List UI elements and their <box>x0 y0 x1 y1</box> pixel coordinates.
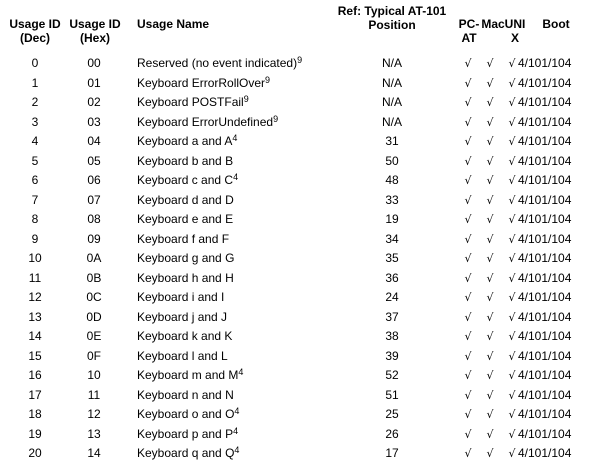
pc-at-check-icon: √ <box>464 271 472 285</box>
mac-check-icon: √ <box>486 174 494 187</box>
usage-id-dec: 9 <box>31 231 39 246</box>
usage-name-text: Keyboard ErrorUndefined <box>137 114 274 129</box>
pc-at-check-icon: √ <box>464 115 472 129</box>
boot-value: 4/101/104 <box>518 251 572 265</box>
pc-at-check-icon: √ <box>464 447 472 460</box>
boot-value: 4/101/104 <box>518 348 572 363</box>
usage-id-hex: 10 <box>87 368 101 382</box>
at101-position: N/A <box>381 56 402 70</box>
usage-id-hex: 0B <box>86 270 102 285</box>
usage-id-dec: 0 <box>31 56 39 70</box>
usage-id-dec: 16 <box>28 368 42 382</box>
at101-position: 33 <box>385 192 399 207</box>
table-body <box>0 54 600 464</box>
table-row <box>0 74 600 94</box>
pc-at-check-icon: √ <box>464 57 472 70</box>
usage-name <box>137 54 302 75</box>
footnote-marker: 9 <box>273 113 279 124</box>
unix-check-icon: √ <box>508 427 516 441</box>
table-row <box>0 386 600 406</box>
at101-position: 39 <box>385 348 399 363</box>
mac-check-icon: √ <box>486 232 494 246</box>
unix-check-icon: √ <box>508 369 516 382</box>
boot-value: 4/101/104 <box>518 426 572 441</box>
boot-value: 4/101/104 <box>518 270 572 285</box>
usage-id-hex: 05 <box>87 153 101 168</box>
table-row <box>0 132 600 152</box>
header-unix <box>504 17 526 45</box>
unix-check-icon: √ <box>508 57 516 70</box>
usage-id-hex: 06 <box>87 173 101 187</box>
unix-check-icon: √ <box>508 447 516 460</box>
usage-id-dec: 10 <box>28 251 42 265</box>
header-mac <box>481 17 505 31</box>
pc-at-check-icon: √ <box>464 193 472 207</box>
unix-check-icon: √ <box>508 174 516 187</box>
boot-value: 4/101/104 <box>518 212 572 226</box>
boot-value: 4/101/104 <box>518 407 572 421</box>
boot-value: 4/101/104 <box>518 329 572 343</box>
header-usage-id-hex-line1: Usage ID <box>69 17 121 31</box>
usage-id-dec: 18 <box>28 407 42 421</box>
table-row <box>0 347 600 367</box>
mac-check-icon: √ <box>486 76 494 90</box>
boot-value: 4/101/104 <box>518 56 572 70</box>
boot-value: 4/101/104 <box>518 153 572 168</box>
usage-name-text: Keyboard d and D <box>137 192 234 207</box>
pc-at-check-icon: √ <box>464 135 472 148</box>
at101-position: N/A <box>381 95 402 109</box>
unix-check-icon: √ <box>508 408 516 421</box>
mac-check-icon: √ <box>486 408 494 421</box>
usage-name-text: Reserved (no event indicated) <box>137 56 298 70</box>
header-usage-id-hex-line2: (Hex) <box>79 31 110 45</box>
pc-at-check-icon: √ <box>464 252 472 265</box>
usage-name-text: Keyboard ErrorRollOver <box>137 75 266 90</box>
unix-check-icon: √ <box>508 291 516 304</box>
table-row <box>0 327 600 347</box>
boot-value: 4/101/104 <box>518 290 572 304</box>
at101-position: 38 <box>385 329 399 343</box>
usage-name <box>137 327 232 348</box>
unix-check-icon: √ <box>508 330 516 343</box>
usage-name <box>137 93 249 114</box>
boot-value: 4/101/104 <box>518 192 572 207</box>
boot-value: 4/101/104 <box>518 173 572 187</box>
table-row <box>0 444 600 464</box>
table-row <box>0 366 600 386</box>
usage-name <box>137 74 270 95</box>
at101-position: 36 <box>385 270 399 285</box>
usage-id-hex: 09 <box>87 231 101 246</box>
pc-at-check-icon: √ <box>464 96 472 109</box>
usage-name <box>137 405 239 426</box>
usage-name <box>137 347 228 368</box>
header-unix-line1: UNI <box>504 17 526 31</box>
at101-position: 50 <box>385 153 399 168</box>
usage-id-dec: 6 <box>31 173 39 187</box>
unix-check-icon: √ <box>508 135 516 148</box>
usage-name-text: Keyboard c and C <box>137 173 234 187</box>
at101-position: 37 <box>385 309 399 324</box>
table-row <box>0 93 600 113</box>
usage-name-text: Keyboard b and B <box>137 153 234 168</box>
unix-check-icon: √ <box>508 96 516 109</box>
usage-id-dec: 3 <box>31 114 39 129</box>
table-row <box>0 405 600 425</box>
usage-name <box>137 269 234 290</box>
header-boot <box>534 17 578 31</box>
at101-position: 31 <box>385 134 399 148</box>
usage-id-hex: 12 <box>87 407 101 421</box>
usage-name <box>137 171 238 192</box>
usage-name <box>137 386 234 407</box>
header-usage-id-dec <box>4 17 66 45</box>
mac-check-icon: √ <box>486 154 494 168</box>
usage-name-text: Keyboard h and H <box>137 270 234 285</box>
mac-check-icon: √ <box>486 291 494 304</box>
footnote-marker: 4 <box>232 133 238 143</box>
mac-check-icon: √ <box>486 330 494 343</box>
header-pc-at-line1: PC- <box>458 17 480 31</box>
pc-at-check-icon: √ <box>464 291 472 304</box>
usage-name-text: Keyboard a and A <box>137 134 233 148</box>
table-row <box>0 210 600 230</box>
mac-check-icon: √ <box>486 369 494 382</box>
usage-name-text: Keyboard j and J <box>137 309 228 324</box>
header-ref-line2: Position <box>368 18 416 32</box>
header-usage-id-dec-line1: Usage ID <box>9 17 61 31</box>
boot-value: 4/101/104 <box>518 387 572 402</box>
boot-value: 4/101/104 <box>518 446 572 460</box>
boot-value: 4/101/104 <box>518 95 572 109</box>
pc-at-check-icon: √ <box>464 369 472 382</box>
unix-check-icon: √ <box>508 349 516 363</box>
usage-name-text: Keyboard POSTFail <box>137 95 244 109</box>
usage-name <box>137 113 278 134</box>
header-pc-at <box>456 17 482 45</box>
usage-id-dec: 5 <box>31 153 39 168</box>
usage-name-text: Keyboard p and P <box>137 426 234 441</box>
usage-id-hex: 02 <box>87 95 101 109</box>
usage-name <box>137 444 239 465</box>
usage-name <box>137 308 227 329</box>
usage-name <box>137 210 233 231</box>
pc-at-check-icon: √ <box>464 76 472 90</box>
at101-position: 24 <box>385 290 399 304</box>
boot-value: 4/101/104 <box>518 368 572 382</box>
table-row <box>0 171 600 191</box>
usage-id-hex: 14 <box>87 446 101 460</box>
at101-position: 19 <box>385 212 399 226</box>
usage-name <box>137 132 237 153</box>
pc-at-check-icon: √ <box>464 427 472 441</box>
usage-id-hex: 13 <box>87 426 101 441</box>
usage-id-hex: 0A <box>86 251 102 265</box>
header-mac-label: Mac <box>481 17 505 31</box>
usage-name <box>137 152 233 173</box>
mac-check-icon: √ <box>486 388 494 402</box>
mac-check-icon: √ <box>486 115 494 129</box>
usage-name-text: Keyboard l and L <box>137 348 228 363</box>
pc-at-check-icon: √ <box>464 310 472 324</box>
pc-at-check-icon: √ <box>464 213 472 226</box>
at101-position: 52 <box>385 368 399 382</box>
usage-id-dec: 19 <box>28 426 42 441</box>
unix-check-icon: √ <box>508 115 516 129</box>
usage-id-dec: 13 <box>28 309 42 324</box>
usage-id-dec: 12 <box>28 290 42 304</box>
usage-name <box>137 191 234 212</box>
boot-value: 4/101/104 <box>518 75 572 90</box>
footnote-marker: 9 <box>297 55 303 65</box>
at101-position: 35 <box>385 251 399 265</box>
mac-check-icon: √ <box>486 135 494 148</box>
usage-name <box>137 249 234 270</box>
footnote-marker: 4 <box>238 367 244 377</box>
at101-position: 25 <box>385 407 399 421</box>
usage-id-dec: 2 <box>31 95 39 109</box>
usage-id-dec: 7 <box>31 192 39 207</box>
header-usage-name-label: Usage Name <box>137 17 210 31</box>
unix-check-icon: √ <box>508 252 516 265</box>
usage-id-hex: 07 <box>87 192 101 207</box>
usage-name-text: Keyboard e and E <box>137 212 234 226</box>
table-row <box>0 230 600 250</box>
footnote-marker: 4 <box>234 445 240 455</box>
mac-check-icon: √ <box>486 96 494 109</box>
header-pc-at-line2: AT <box>461 31 477 45</box>
usage-id-dec: 8 <box>31 212 39 226</box>
table-row <box>0 288 600 308</box>
unix-check-icon: √ <box>508 213 516 226</box>
unix-check-icon: √ <box>508 154 516 168</box>
at101-position: 34 <box>385 231 399 246</box>
usage-id-dec: 20 <box>28 446 42 460</box>
unix-check-icon: √ <box>508 310 516 324</box>
pc-at-check-icon: √ <box>464 388 472 402</box>
header-unix-line2: X <box>510 31 519 45</box>
boot-value: 4/101/104 <box>518 114 572 129</box>
table-row <box>0 54 600 74</box>
usage-id-hex: 04 <box>87 134 101 148</box>
unix-check-icon: √ <box>508 76 516 90</box>
mac-check-icon: √ <box>486 447 494 460</box>
boot-value: 4/101/104 <box>518 134 572 148</box>
table-row <box>0 191 600 211</box>
boot-value: 4/101/104 <box>518 309 572 324</box>
unix-check-icon: √ <box>508 232 516 246</box>
unix-check-icon: √ <box>508 193 516 207</box>
usage-id-hex: 0D <box>86 309 102 324</box>
usage-name-text: Keyboard k and K <box>137 329 233 343</box>
unix-check-icon: √ <box>508 388 516 402</box>
at101-position: 48 <box>385 173 399 187</box>
table-row <box>0 308 600 328</box>
header-usage-id-hex <box>66 17 124 45</box>
usage-id-dec: 11 <box>28 270 42 285</box>
at101-position: N/A <box>381 114 402 129</box>
footnote-marker: 4 <box>234 406 240 416</box>
usage-id-dec: 15 <box>28 348 42 363</box>
header-boot-label: Boot <box>542 17 570 31</box>
usage-name-text: Keyboard i and I <box>137 290 225 304</box>
mac-check-icon: √ <box>486 349 494 363</box>
table-row <box>0 113 600 133</box>
header-ref-line1: Ref: Typical AT-101 <box>337 4 447 18</box>
footnote-marker: 9 <box>243 94 249 104</box>
usage-id-hex: 03 <box>87 114 101 129</box>
pc-at-check-icon: √ <box>464 154 472 168</box>
footnote-marker: 4 <box>233 172 239 182</box>
usage-id-hex: 00 <box>87 56 101 70</box>
usage-name-text: Keyboard g and G <box>137 251 235 265</box>
footnote-marker: 9 <box>265 74 271 85</box>
mac-check-icon: √ <box>486 57 494 70</box>
at101-position: N/A <box>381 75 402 90</box>
table-row <box>0 152 600 172</box>
mac-check-icon: √ <box>486 271 494 285</box>
mac-check-icon: √ <box>486 310 494 324</box>
at101-position: 26 <box>385 426 399 441</box>
footnote-marker: 4 <box>233 425 239 436</box>
usage-id-hex: 0F <box>86 348 101 363</box>
boot-value: 4/101/104 <box>518 231 572 246</box>
header-usage-id-dec-line2: (Dec) <box>19 31 50 45</box>
table-row <box>0 425 600 445</box>
usage-id-hex: 0C <box>86 290 102 304</box>
table-row <box>0 269 600 289</box>
header-ref-position <box>322 4 462 32</box>
mac-check-icon: √ <box>486 213 494 226</box>
mac-check-icon: √ <box>486 427 494 441</box>
pc-at-check-icon: √ <box>464 330 472 343</box>
at101-position: 17 <box>385 446 399 460</box>
usage-name <box>137 288 224 309</box>
usage-name-text: Keyboard n and N <box>137 387 234 402</box>
pc-at-check-icon: √ <box>464 174 472 187</box>
unix-check-icon: √ <box>508 271 516 285</box>
mac-check-icon: √ <box>486 193 494 207</box>
usage-name-text: Keyboard m and M <box>137 368 239 382</box>
usage-name-text: Keyboard o and O <box>137 407 235 421</box>
usage-id-dec: 1 <box>31 75 39 90</box>
table-row <box>0 249 600 269</box>
usage-id-hex: 01 <box>87 75 101 90</box>
at101-position: 51 <box>385 387 399 402</box>
usage-name-text: Keyboard f and F <box>137 231 230 246</box>
usage-id-hex: 11 <box>87 387 101 402</box>
usage-id-dec: 17 <box>28 387 42 402</box>
pc-at-check-icon: √ <box>464 408 472 421</box>
usage-name <box>137 366 243 387</box>
pc-at-check-icon: √ <box>464 349 472 363</box>
usage-name <box>137 230 229 251</box>
usage-id-dec: 14 <box>28 329 42 343</box>
pc-at-check-icon: √ <box>464 232 472 246</box>
usage-name-text: Keyboard q and Q <box>137 446 235 460</box>
usage-id-dec: 4 <box>31 134 39 148</box>
mac-check-icon: √ <box>486 252 494 265</box>
usage-name <box>137 425 238 446</box>
header-usage-name <box>137 17 209 31</box>
usage-id-hex: 0E <box>86 329 102 343</box>
usage-id-hex: 08 <box>87 212 101 226</box>
